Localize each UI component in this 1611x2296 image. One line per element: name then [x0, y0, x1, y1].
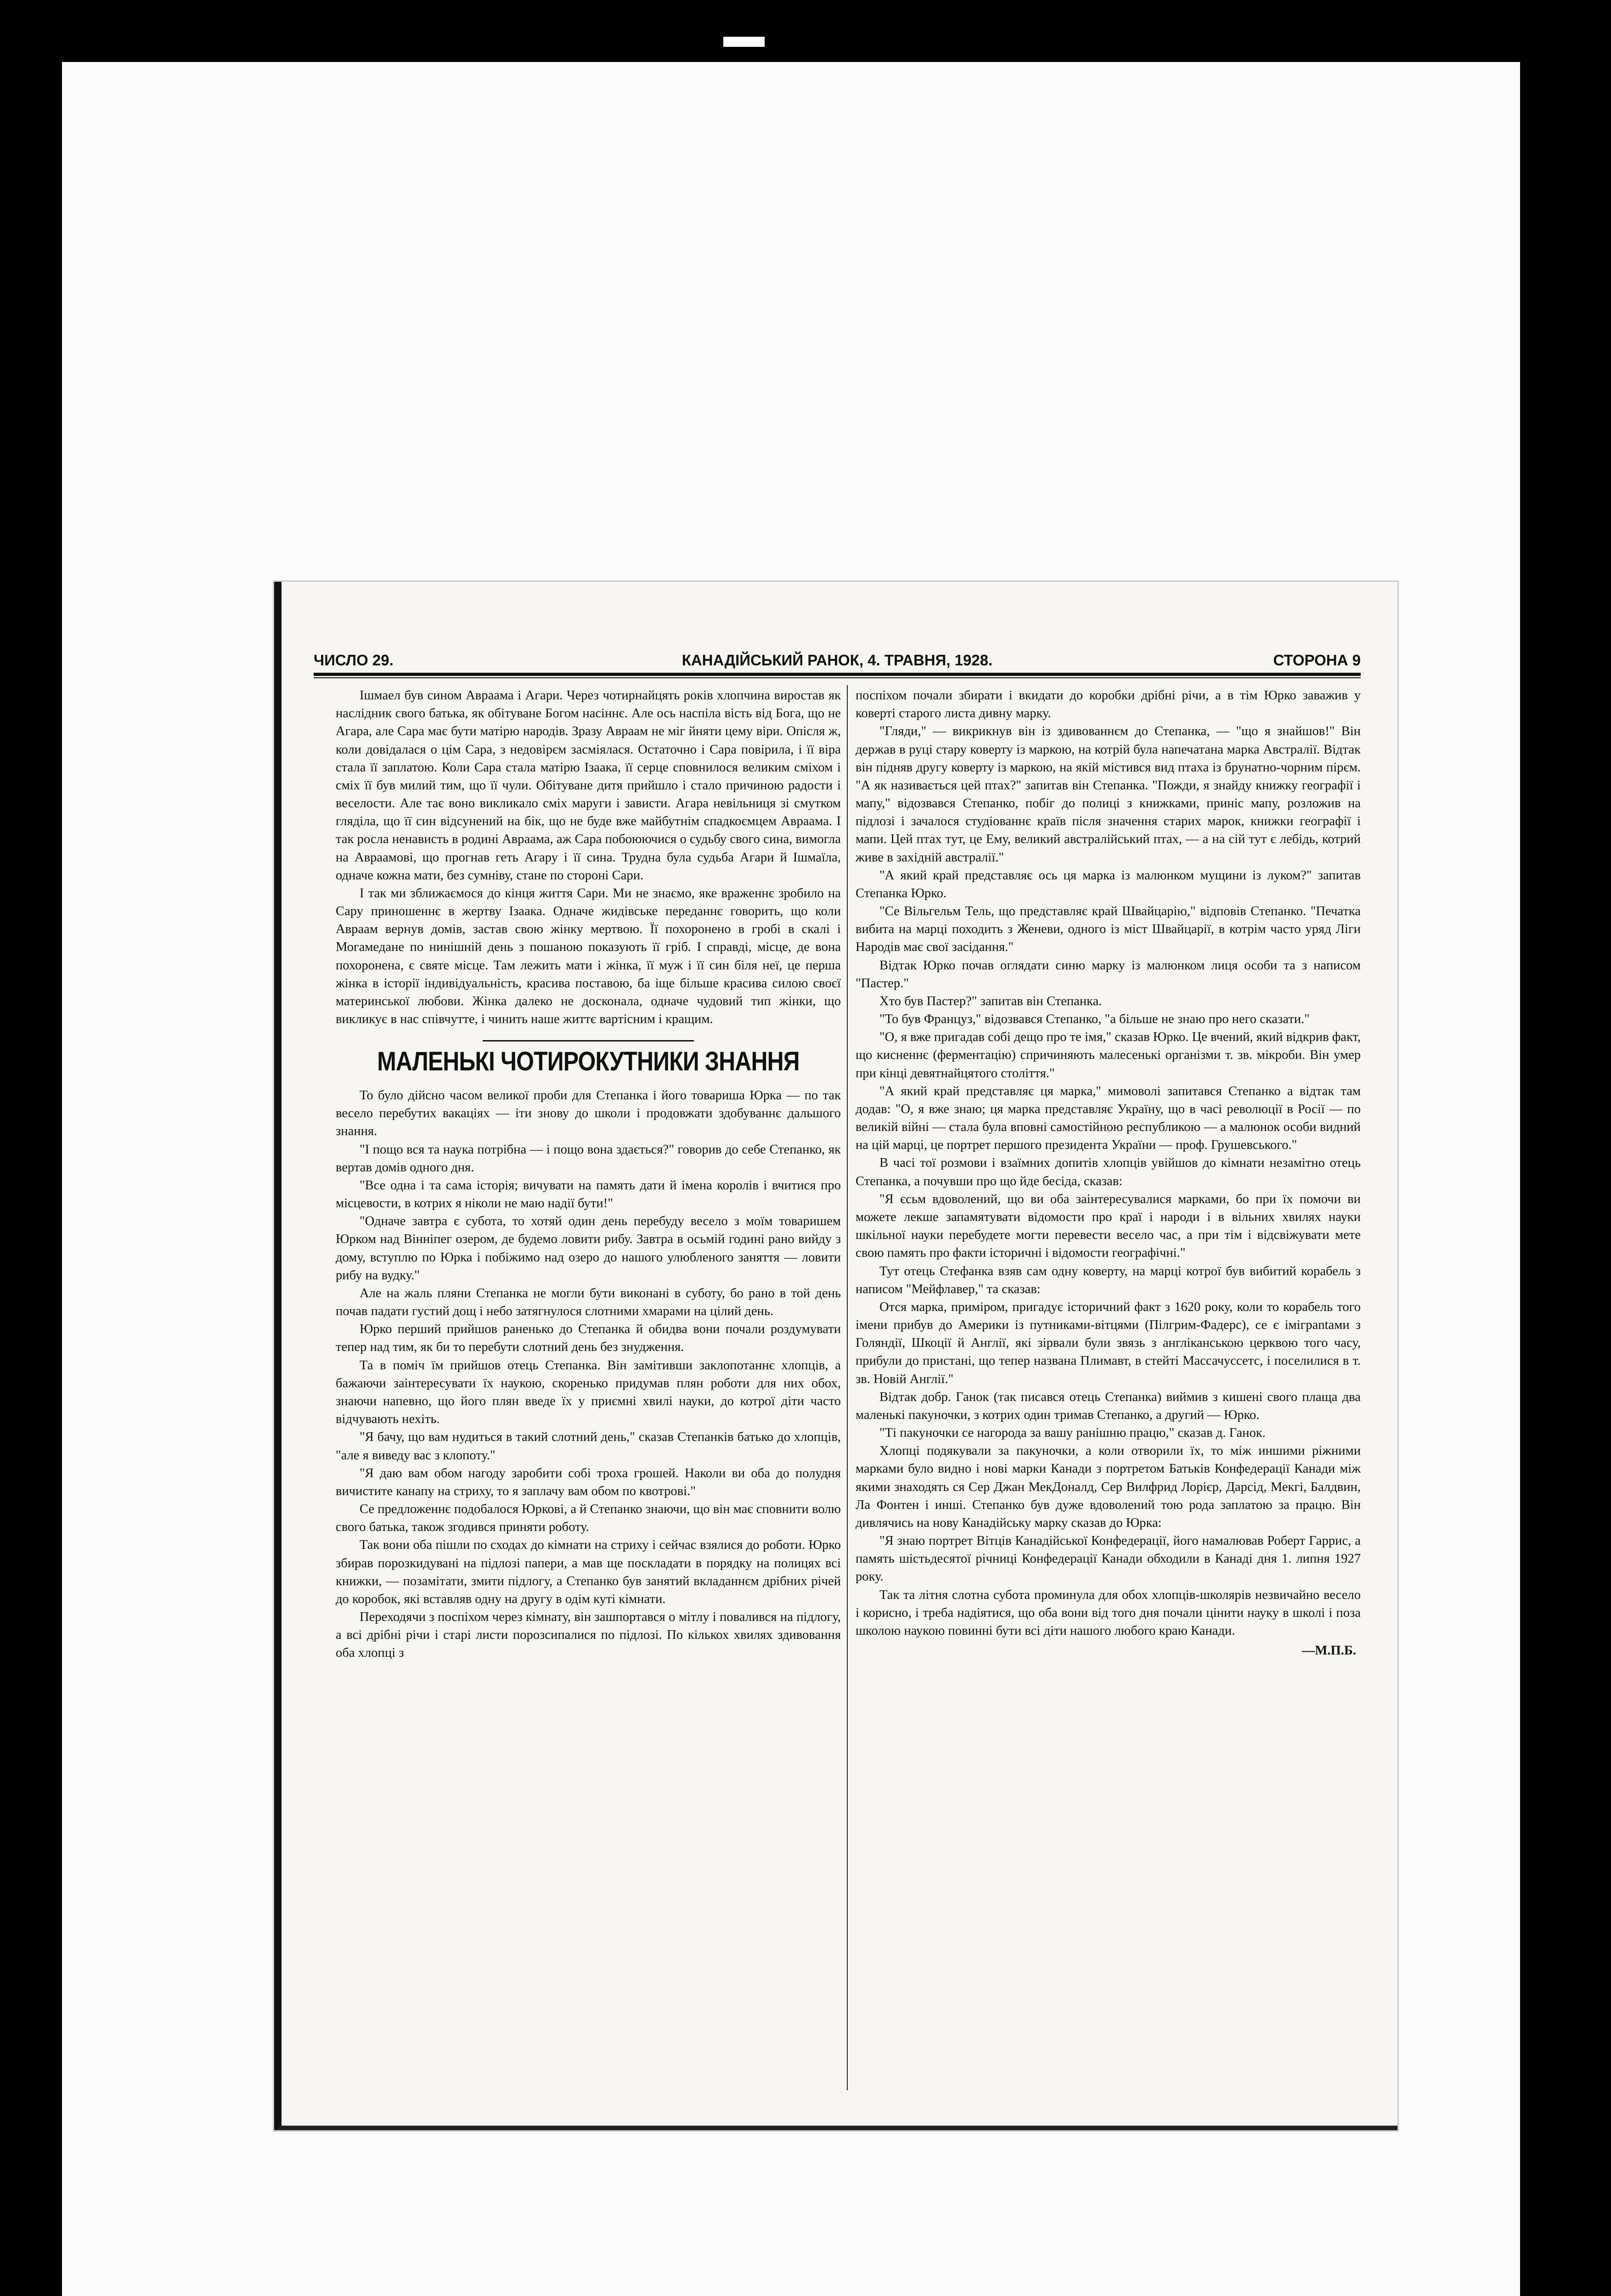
paragraph: То було дійсно часом великої проби для Степанка і його товариша Юрка — по так весело перебутих вакаціях — іти знову до школи і продовжати здобуваннє дальшого знання.: [336, 1088, 841, 1139]
microfilm-frame: [62, 62, 1520, 2296]
paragraph: Відтак добр. Ганок (так писався отець Степанка) виймив з кишені свого плаща два маленькі пакуночки, з котрих один тримав Степанко, а другий — Юрко.: [856, 1390, 1361, 1422]
section-rule: [483, 1040, 694, 1041]
paragraph: "Я єсьм вдоволений, що ви оба заінтересувалися марками, бо при їх помочи ви можете лекше запамятувати відомости про краї і народи і в вільних хвилях науки шкільної науки перебудете могти перевести весело час, а при тім і відсвіжувати мете свою память про факти історичні і відомости географічні.": [856, 1192, 1361, 1261]
paragraph: Хто був Пастер?" запитав він Степанка.: [879, 994, 1102, 1008]
paragraph: Але на жаль пляни Степанка не могли бути виконані в суботу, бо рано в той день почав падати густий дощ і небо затягнулося слотними хмарами на цілий день.: [336, 1286, 841, 1319]
paragraph: "Я даю вам обом нагоду заробити собі троха грошей. Наколи ви оба до полудня вичистите канапу на стриху, то я заплачу вам обом по квотрові.": [336, 1466, 841, 1498]
paragraph: Юрко перший прийшов раненько до Степанка й обидва вони почали роздумувати тепер над тим, як би то перебути слотний день без знудження.: [336, 1322, 841, 1355]
paragraph: Переходячи з поспіхом через кімнату, він зашпортався о мітлу і повалився на підлогу, а всі дрібні річи і старі листи порозсипалися по підлозі. По кількох хвилях здивовання оба хлопці з: [336, 1610, 841, 1660]
paragraph: "А який край представляє ця марка," мимоволі запитався Степанко а відтак там додав: "О, я вже знаю; ця марка представляє Україну, що в часі революції в Росії — по великій війні — стала була вповні самостійною республикою — а малюнок особи видний на цій марці, це портрет першого президента України — проф. Грушевського.": [856, 1084, 1361, 1153]
newspaper-page: [274, 582, 1397, 2130]
author-signature: —М.П.Б.: [1301, 1643, 1356, 1658]
paragraph: "Се Вільгельм Тель, що представляє край Швайцарію," відповів Степанко. "Печатка вибита на марці походить з Женеви, одного із міст Швайцарії, в котрім часто уряд Ліги Народів має свої засідання.": [856, 904, 1361, 955]
paragraph: "Ті пакуночки се нагорода за вашу ранішню працю," сказав д. Ганок.: [879, 1426, 1266, 1441]
paragraph: "А який край представляє ось ця марка із малюнком мущини із луком?" запитав Степанка Юрко.: [856, 868, 1361, 900]
paragraph: Так та літня слотна субота проминула для обох хлопців-школярів незвичайно весело і корисно, і треба надіятися, що оба вони від того дня почали цінити науку в школі і поза школою наукою повинні бути всі діти нашого любого краю Канади.: [856, 1587, 1361, 1638]
paragraph: Тут отець Стефанка взяв сам одну коверту, на марці котрої був вибитий корабель з написом "Мейфлавер," та сказав:: [856, 1264, 1361, 1296]
paragraph: "То був Француз," відозвався Степанко, "а більше не знаю про него сказати.": [879, 1012, 1310, 1027]
paragraph: "Я бачу, що вам нудиться в такий слотний день," сказав Степанків батько до хлопців, "але я виведу вас з клопоту.": [336, 1430, 841, 1463]
paragraph: Та в поміч їм прийшов отець Степанка. Він замітивши заклопотаннє хлопців, а бажаючи заінтересувати їх наукою, скоренько придумав плян роботи для них обох, знаючи напевно, що його плян введе їх у приємні хвилі науки, до котрої діти часто відчувають нехіть.: [336, 1358, 841, 1427]
paragraph: "Одначе завтра є субота, то хотяй один день перебуду весело з моїм товаришем Юрком над Вінніпег озером, де будемо ловити рибу. Завтра в осьмій годині рано вийду з дому, вступлю по Юрка і побіжимо над озеро до нашого улюбленого заняття — ловити рибу на вудку.": [336, 1214, 841, 1283]
header-rule-thin: [314, 677, 1361, 678]
paragraph: поспіхом почали збирати і вкидати до коробки дрібні річи, а в тім Юрко заважив у коверті старого листа дивну марку.: [856, 688, 1361, 721]
paragraph: "І пощо вся та наука потрібна — і пощо вона здається?" говорив до себе Степанко, як вертав домів одного дня.: [336, 1142, 841, 1175]
paragraph: "Все одна і та сама історія; вичувати на память дати й імена королів і вчитися про місцевости, в котрих я ніколи не маю надії бути!": [336, 1178, 841, 1211]
page-number: СТОРОНА 9: [1273, 652, 1361, 669]
paragraph: "О, я вже пригадав собі дещо про те імя," сказав Юрко. Це вчений, який відкрив факт, що кисненнє (ферментацію) спричиняють малесенькі організми т. зв. мікроби. Він умер при кінці девятнайцятого століття.": [856, 1030, 1361, 1080]
paragraph: Відтак Юрко почав оглядати синю марку із малюнком лиця особи та з написом "Пастер.": [856, 958, 1361, 990]
paragraph: В часі тої розмови і взаїмних допитів хлопців увійшов до кімнати незамітно отець Степанка, а почувши про що йде бесіда, сказав:: [856, 1156, 1361, 1188]
paragraph: І так ми зближаємося до кінця життя Сари. Ми не знаємо, яке враженнє зробило на Сару приношеннє в жертву Ізаака. Одначе жидівське переданнє говорить, що коли Авраам вернув домів, застав свою жінку мертвою. Її похоронено в гробі в скалі і Могамедане по нинішній день з пошаною показують її гріб. І справді, місце, де вона похоронена, є святе місце. Там лежить мати і жінка, її муж і її син біля неї, це перша жінка в історії індивідуальність, красива поставою, ба іще більше красива силою своєї материнської любови. Жінка далеко не досконала, одначе чудовий тип жінки, що викликує в нас співчутте, і чинить наше життє вартісним і кращим.: [336, 886, 841, 1027]
header-rule: [314, 673, 1361, 676]
paragraph: Хлопці подякували за пакуночки, а коли отворили їх, то між иншими ріжними марками було видно і нові марки Канади з портретом Батьків Конфедерації Канади між якими знаходять ся Сер Джан МекДоналд, Сер Вилфрид Лорієр, Дарсід, Мекгі, Балдвин, Ла Фонтен і инші. Степанко був дуже вдоволений тою рода заплатою за працю. Він дивлячись на нову Канадійську марку сказав до Юрка:: [856, 1444, 1361, 1530]
left-column: [336, 687, 841, 1662]
paragraph: "Гляди," — викрикнув він із здивованнєм до Степанка, — "що я знайшов!" Він держав в руці стару коверту із маркою, на котрій була напечатана марка Австралії. Відтак він підняв другу коверту із маркою, на якій містився вид птаха із брунатно-чорним пірєм. "А як називається цей птах?" запитав він Степанка. "Пожди, я знайду книжку географії і мапу," відозвався Степанко, побіг до полиці з книжками, приніс мапу, розложив на підлозі і зачалося студіованнє країв після значення старих марок, книжки географії і мапи. Цей птах тут, це Ему, великий австралійський птах, — а на сій тут є лебідь, котрий живе в західній австралії.": [856, 724, 1361, 865]
paragraph: Ішмаел був сином Авраама і Агари. Через чотирнайцять років хлопчина виростав як наслідник свого батька, як обітуване Богом насіннє. Але ось наспіла вість від Бога, що не Агара, але Сара має бути матірю народів. Зразу Авраам не міг йняти цему віри. Опісля ж, коли довідалася о цім Сара, з недовірєм засміялася. Остаточно і Сара повірила, і її віра стала її заплатою. Коли Сара стала матірю Ізаака, її серце сповнилося великим сміхом і сміх її був милий тим, що її чули. Обітуване дитя прийшло і стало причиною радости і веселости. Але тає воно викликало сміх маруги і зависти. Агара невільниця зі смутком гляділа, що її син відсунений на бік, що не буде вже майбутнім спадкоємцем Авраама. І так росла ненависть в родині Авраама, аж Сара побоюючися о судьбу свого сина, вимогла на Авраамові, що прогнав геть Агару і її сина. Трудна була судьба Агари й Ішмаїла, одначе кожна мати, без сумніву, стане по стороні Сари.: [336, 688, 841, 883]
paragraph: "Я знаю портрет Вітців Канадійської Конфедерації, його намалював Роберт Гаррис, а память шістьдесятої річниці Конфедерації Канади обходили в Канаді дня 1. липня 1927 року.: [856, 1534, 1361, 1584]
issue-number: ЧИСЛО 29.: [314, 652, 394, 669]
masthead: КАНАДІЙСЬКИЙ РАНОК, 4. ТРАВНЯ, 1928.: [682, 652, 993, 669]
column-divider: [847, 685, 848, 2090]
right-column: [856, 687, 1361, 1660]
page-header: [314, 652, 1361, 672]
paragraph: Отся марка, приміром, пригадує історичний факт з 1620 року, коли то корабель того імени прибув до Америки із путниками-вітцями (Пілгрим-Фадерс), се є іміграntами з Голяндії, Шкоції й Англії, які зірвали були звязь з англіканською церквою того часу, прибули до пристані, що тепер названа Плимавт, в стейті Массачуссетс, і поселилися в т. зв. Новій Англії.": [856, 1300, 1361, 1386]
paragraph: Се предложеннє подобалося Юркові, а й Степанко знаючи, що він має сповнити волю свого батька, також згодився приняти роботу.: [336, 1502, 841, 1535]
article-headline: МАЛЕНЬКІ ЧОТИРОКУТНИКИ ЗНАННЯ: [377, 1047, 800, 1077]
paragraph: Так вони оба пішли по сходах до кімнати на стриху і сейчас взялися до роботи. Юрко збирав порозкидувані на підлозі папери, а мав ще поскладати в порядку на полицях всі книжки, — позамітати, змити підлогу, а Степанко був занятий вкладаннєм дрібних річей до коробок, які вставляв одну на другу в одім куті кімнати.: [336, 1538, 841, 1606]
film-perforation-top: [723, 37, 765, 47]
